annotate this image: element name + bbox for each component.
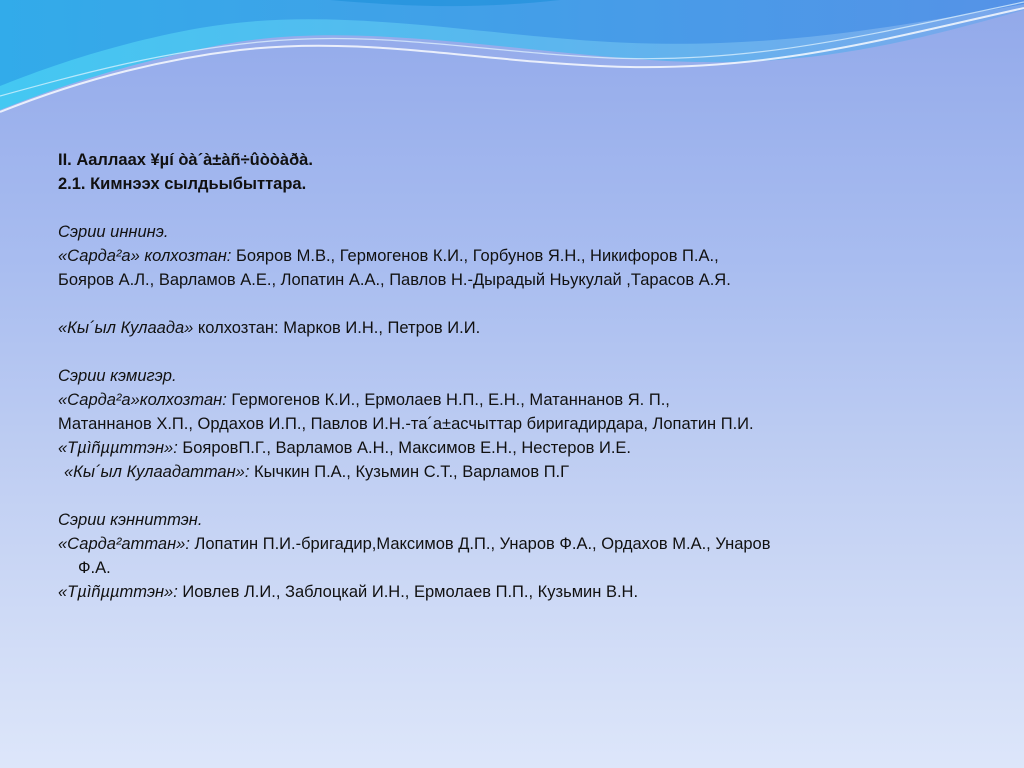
paragraph-sardaga-during: [58, 388, 968, 412]
spacer: [58, 292, 968, 316]
paragraph-tumusuttan-during: [58, 436, 968, 460]
names-text: Иовлев Л.И., Заблоцкай И.Н., Ермолаев П.П., Кузьмин В.Н.: [177, 583, 639, 601]
farm-label: «Сарда²а»колхозтан:: [58, 391, 227, 409]
names-text: Ф.А.: [78, 559, 111, 577]
spacer: [58, 340, 968, 364]
paragraph-continuation: Матаннанов Х.П., Ордахов И.П., Павлов И.Н.-та´а±асчыттар биригадирдара, Лопатин П.И.: [58, 415, 754, 433]
paragraph-continuation: Бояров А.Л., Варламов А.Е., Лопатин А.А., Павлов Н.-Дырадый Ньукулай ,Тарасов А.Я.: [58, 271, 731, 289]
farm-label: «Сарда²а» колхозтан:: [58, 247, 232, 265]
section-title-during-war: Сэрии кэмигэр.: [58, 367, 177, 385]
paragraph-kyhyl-kulaadattan-during: [58, 460, 968, 484]
farm-label: «Сарда²аттан»:: [58, 535, 190, 553]
names-text: БояровП.Г., Варламов А.Н., Максимов Е.Н., Нестеров И.Е.: [177, 439, 632, 457]
decorative-wave-banner: [0, 0, 1024, 140]
names-text: колхозтан: Марков И.Н., Петров И.И.: [193, 319, 481, 337]
paragraph-kyhyl-kulaada-before: [58, 316, 968, 340]
names-text: Кычкин П.А., Кузьмин С.Т., Варламов П.Г: [249, 463, 570, 481]
paragraph-sardaga-before: [58, 244, 968, 268]
heading-line-1: II. Аaллаах ¥µí òà´à±àñ÷ûòòàðà.: [58, 151, 313, 169]
names-text: Гермогенов К.И., Ермолаев Н.П., Е.Н., Матаннанов Я. П.,: [226, 391, 670, 409]
paragraph-continuation: [58, 556, 968, 580]
farm-label: «Кы´ыл Кулаадаттан»:: [64, 463, 250, 481]
paragraph-tumusuttan-after: [58, 580, 968, 604]
section-title-after-war: Сэрии кэнниттэн.: [58, 511, 203, 529]
spacer: [58, 484, 968, 508]
farm-label: «Тµìñµµттэн»:: [58, 583, 178, 601]
heading-line-2: 2.1. Кимнээх сылдьыбыттара.: [58, 175, 307, 193]
section-title-before-war: Сэрии иннинэ.: [58, 223, 169, 241]
farm-label: «Кы´ыл Кулаада»: [58, 319, 194, 337]
spacer: [58, 196, 968, 220]
slide-body: [58, 148, 968, 604]
names-text: Бояров М.В., Гермогенов К.И., Горбунов Я.Н., Никифоров П.А.,: [231, 247, 719, 265]
farm-label: «Тµìñµµттэн»:: [58, 439, 178, 457]
names-text: Лопатин П.И.-бригадир,Максимов Д.П., Унаров Ф.А., Ордахов М.А., Унаров: [189, 535, 771, 553]
paragraph-sardagattan-after: [58, 532, 968, 556]
